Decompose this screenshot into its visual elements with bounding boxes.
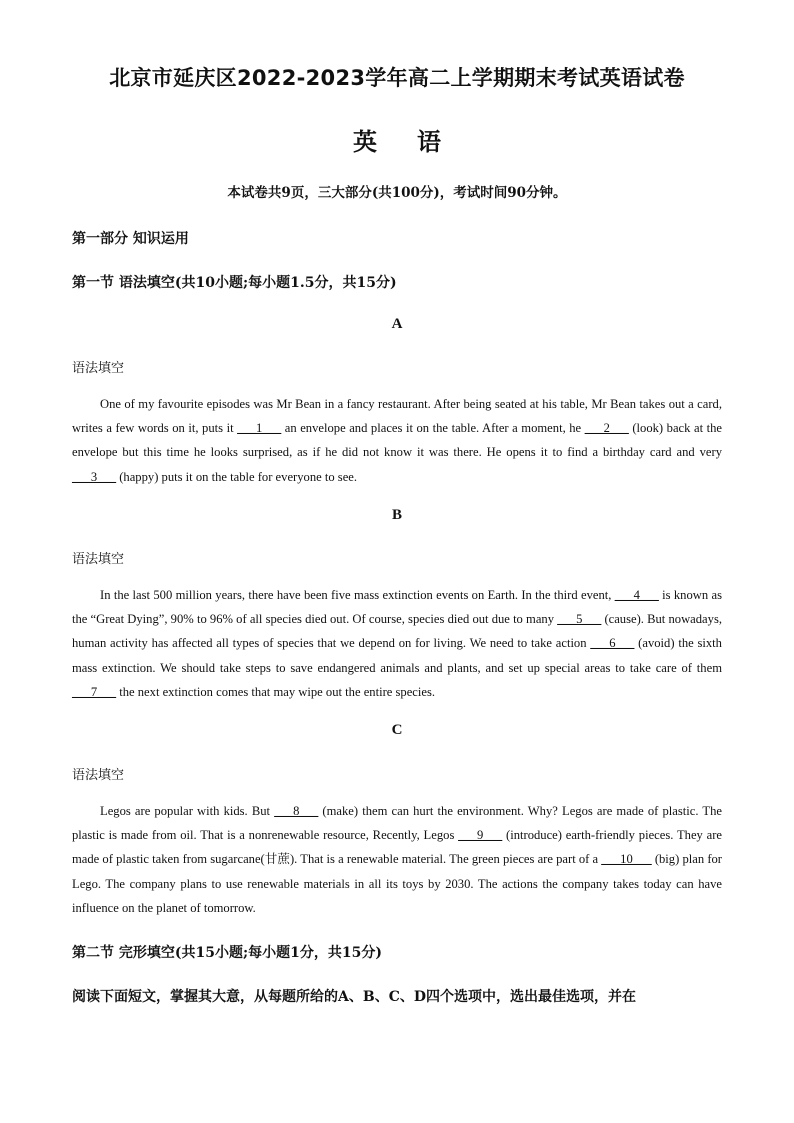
passage-a-text [72, 392, 722, 489]
passage-b-label: 语法填空 [72, 552, 125, 567]
passage-text: (make) them can hurt the environment. Why? Legos are made of plastic. The plastic is made from oil. That is a nonrenewable resource, Recently, Legos [72, 804, 722, 843]
blank-7: ___7___ [72, 684, 117, 699]
passage-text: is known as the “Great Dying”, 90% to 96% of all species died out. Of course, species died out due to many [72, 588, 722, 627]
blank-6: ___6___ [590, 636, 635, 651]
blank-8: ___8___ [274, 804, 319, 818]
passage-c-letter: C [391, 722, 403, 738]
passage-text: an envelope and places it on the table. After a moment, he [281, 421, 585, 436]
section2-title: 第二节 完形填空(共15小题;每小题1分，共15分) [72, 945, 382, 961]
section1-title: 第一节 语法填空(共10小题;每小题1.5分，共15分) [72, 275, 397, 291]
blank-4: ___4___ [614, 588, 659, 602]
passage-b-text [72, 583, 722, 704]
blank-2: ___2___ [584, 421, 629, 436]
blank-9: ___9___ [458, 828, 503, 843]
passage-c-label: 语法填空 [72, 768, 125, 783]
exam-title: 北京市延庆区2022-2023学年高二上学期期末考试英语试卷 [109, 66, 685, 90]
passage-text: (look) back at the envelope but this time he looks surprised, as if he did not know it was there. He opens it to find a birthday card and very [72, 421, 722, 460]
passage-text: the next extinction comes that may wipe out the entire species. [116, 684, 436, 699]
passage-a-label: 语法填空 [72, 361, 125, 376]
passage-text: (big) plan for Lego. The company plans to use renewable materials in all its toys by 2030. The actions the company takes today can have influence on the planet of tomorrow. [72, 852, 722, 915]
passage-b-letter: B [391, 507, 402, 523]
passage-text: In the last 500 million years, there have been five mass extinction events on Earth. In the third event, [100, 588, 615, 602]
passage-text: (introduce) earth-friendly pieces. They are made of plastic taken from sugarcane(甘蔗). That is a renewable material. The green pieces are part of a [72, 828, 722, 867]
blank-3: ___3___ [72, 469, 117, 484]
passage-text: (happy) puts it on the table for everyone to see. [116, 469, 358, 484]
passage-text: One of my favourite episodes was Mr Bean in a fancy restaurant. After being seated at his table, Mr Bean takes out a card, writes a few words on it, puts it [72, 397, 722, 436]
part1-title: 第一部分 知识运用 [72, 231, 189, 247]
subject-heading: 英语 [353, 128, 481, 156]
passage-text: Legos are popular with kids. But [100, 804, 275, 818]
blank-5: ___5___ [557, 612, 602, 627]
section2-instruction: 阅读下面短文，掌握其大意，从每题所给的A、B、C、D四个选项中，选出最佳选项，并在 [72, 989, 636, 1005]
blank-1: ___1___ [237, 421, 282, 436]
blank-10: ___10___ [601, 852, 652, 867]
exam-note: 本试卷共9页，三大部分(共100分)，考试时间90分钟。 [227, 185, 567, 201]
passage-a-letter: A [391, 316, 403, 332]
passage-c-text [72, 799, 722, 920]
passage-text: (avoid) the sixth mass extinction. We should take steps to save endangered animals and plants, and set up special areas to take care of them [72, 636, 722, 675]
passage-text: (cause). But nowadays, human activity has affected all types of species that we depend on for living. We need to take action [72, 612, 722, 651]
